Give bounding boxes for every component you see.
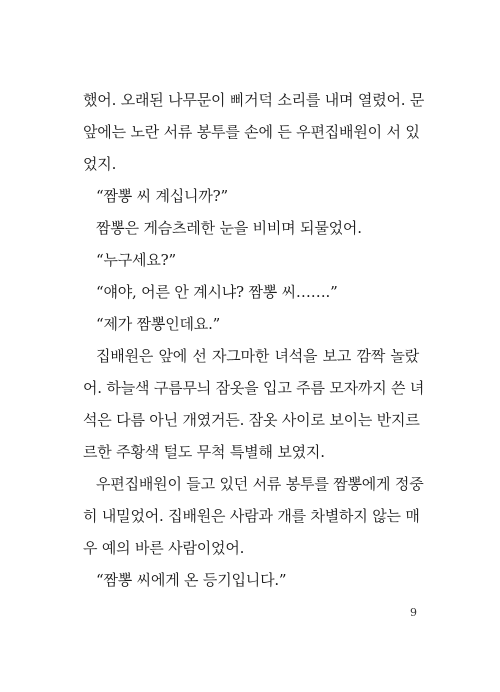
text-line: 짬뽕은 게슴츠레한 눈을 비비며 되물었어. xyxy=(96,219,362,237)
text-line: 집배원은 앞에 선 자그마한 녀석을 보고 깜짝 놀랐 xyxy=(96,347,419,365)
text-line: 히 내밀었어. 집배원은 사람과 개를 차별하지 않는 매 xyxy=(83,507,420,525)
text-line: 우편집배원이 들고 있던 서류 봉투를 짬뽕에게 정중 xyxy=(96,475,424,493)
dialogue-line: “제가 짬뽕인데요.” xyxy=(96,315,221,333)
dialogue-line: “짬뽕 씨 계십니까?” xyxy=(96,187,228,205)
text-line: 석은 다름 아닌 개였거든. 잠옷 사이로 보이는 반지르 xyxy=(83,411,420,429)
dialogue-line: “누구세요?” xyxy=(96,251,176,269)
dialogue-line: “얘야, 어른 안 계시냐? 짬뽕 씨…….” xyxy=(96,283,338,301)
page-number: 9 xyxy=(410,606,417,619)
dialogue-line: “짬뽕 씨에게 온 등기입니다.” xyxy=(96,571,287,589)
text-line: 르한 주황색 털도 무척 특별해 보였지. xyxy=(83,443,325,461)
text-line: 어. 하늘색 구름무늬 잠옷을 입고 주름 모자까지 쓴 녀 xyxy=(83,379,425,397)
text-line: 했어. 오래된 나무문이 삐거덕 소리를 내며 열렸어. 문 xyxy=(83,91,425,109)
text-line: 우 예의 바른 사람이었어. xyxy=(83,539,245,557)
text-line: 었지. xyxy=(83,155,117,173)
text-line: 앞에는 노란 서류 봉투를 손에 든 우편집배원이 서 있 xyxy=(83,123,420,141)
